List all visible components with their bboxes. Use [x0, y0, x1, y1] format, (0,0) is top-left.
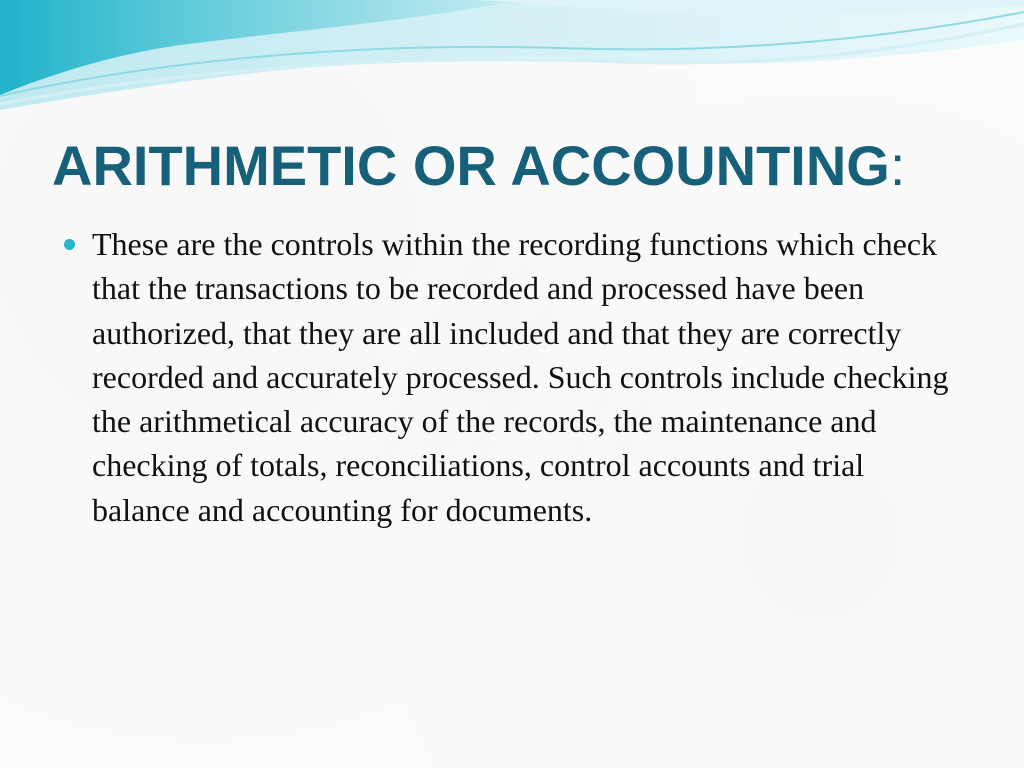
slide-content	[62, 222, 962, 532]
bullet-dot-icon	[64, 239, 75, 250]
bullet-text: These are the controls within the recording functions which check that the transactions to be recorded and processed have been authorized, that they are all included and that they are correctly recorded and accurately processed. Such controls include checking the arithmetical accuracy of the records, the maintenance and checking of totals, reconciliations, control accounts and trial balance and accounting for documents.	[92, 226, 949, 528]
slide-title-colon: :	[889, 134, 906, 197]
slide-title-text: ARITHMETIC OR ACCOUNTING	[52, 134, 890, 197]
bullet-item	[62, 222, 962, 532]
slide-title	[52, 126, 905, 206]
header-wave-decoration	[0, 0, 1024, 120]
